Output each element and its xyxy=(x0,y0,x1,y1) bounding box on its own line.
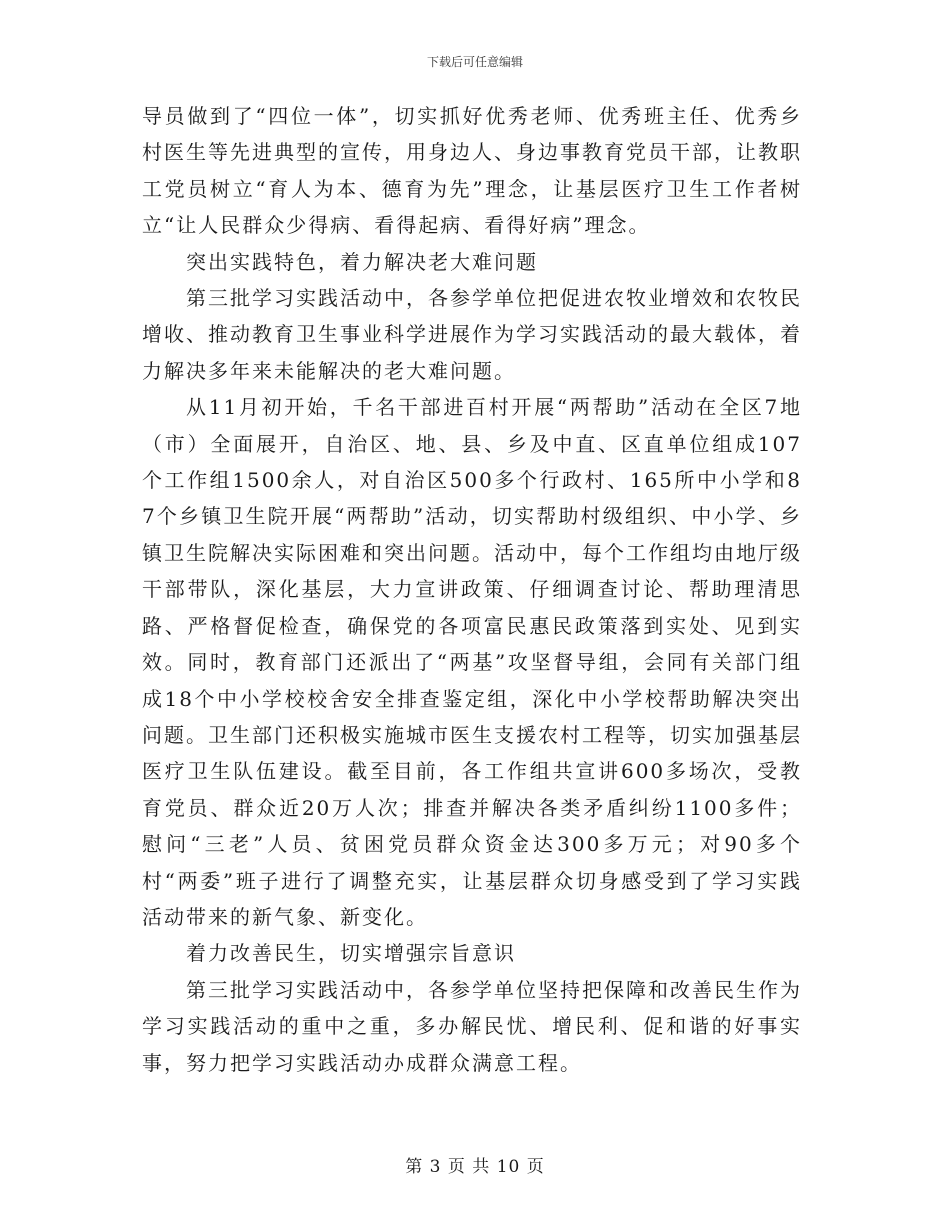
page-number: 第 3 页 共 10 页 xyxy=(405,1157,545,1177)
paragraph: 第三批学习实践活动中，各参学单位坚持把保障和改善民生作为学习实践活动的重中之重，多办解民忧、增民利、促和谐的好事实事，努力把学习实践活动办成群众满意工程。 xyxy=(142,977,802,1075)
paragraph-continuation: 导员做到了“四位一体”，切实抓好优秀老师、优秀班主任、优秀乡村医生等先进典型的宣传，用身边人、身边事教育党员干部，让教职工党员树立“育人为本、德育为先”理念，让基层医疗卫生工作者树立“让人民群众少得病、看得起病、看得好病”理念。 xyxy=(142,104,802,238)
paragraph: 第三批学习实践活动中，各参学单位把促进农牧业增效和农牧民增收、推动教育卫生事业科学进展作为学习实践活动的最大载体，着力解决多年来未能解决的老大难问题。 xyxy=(142,286,802,383)
page-footer xyxy=(0,1156,950,1178)
document-body xyxy=(142,98,802,1081)
section-heading-practice: 突出实践特色，着力解决老大难问题 xyxy=(186,249,538,274)
page-header: 下载后可任意编辑 xyxy=(426,55,523,69)
paragraph: 从11月初开始，千名干部进百村开展“两帮助”活动在全区7地（市）全面展开，自治区、地、县、乡及中直、区直单位组成107个工作组1500余人，对自治区500多个行政村、165所中小学和87个乡镇卫生院开展“两帮助”活动，切实帮助村级组织、中小学、乡镇卫生院解决实际困难和突出问题。活动中，每个工作组均由地厅级干部带队，深化基层，大力宣讲政策、仔细调查讨论、帮助理清思路、严格督促检查，确保党的各项富民惠民政策落到实处、见到实效。同时，教育部门还派出了“两基”攻坚督导组，会同有关部门组成18个中小学校校舍安全排查鉴定组，深化中小学校帮助解决突出问题。卫生部门还积极实施城市医生支援农村工程等，切实加强基层医疗卫生队伍建设。截至目前，各工作组共宣讲600多场次，受教育党员、群众近20万人次；排查并解决各类矛盾纠纷1100多件；慰问“三老”人员、贫困党员群众资金达300多万元；对90多个村“两委”班子进行了调整充实，让基层群众切身感受到了学习实践活动带来的新气象、新变化。 xyxy=(142,395,802,929)
section-heading-livelihood: 着力改善民生，切实增强宗旨意识 xyxy=(186,941,516,966)
